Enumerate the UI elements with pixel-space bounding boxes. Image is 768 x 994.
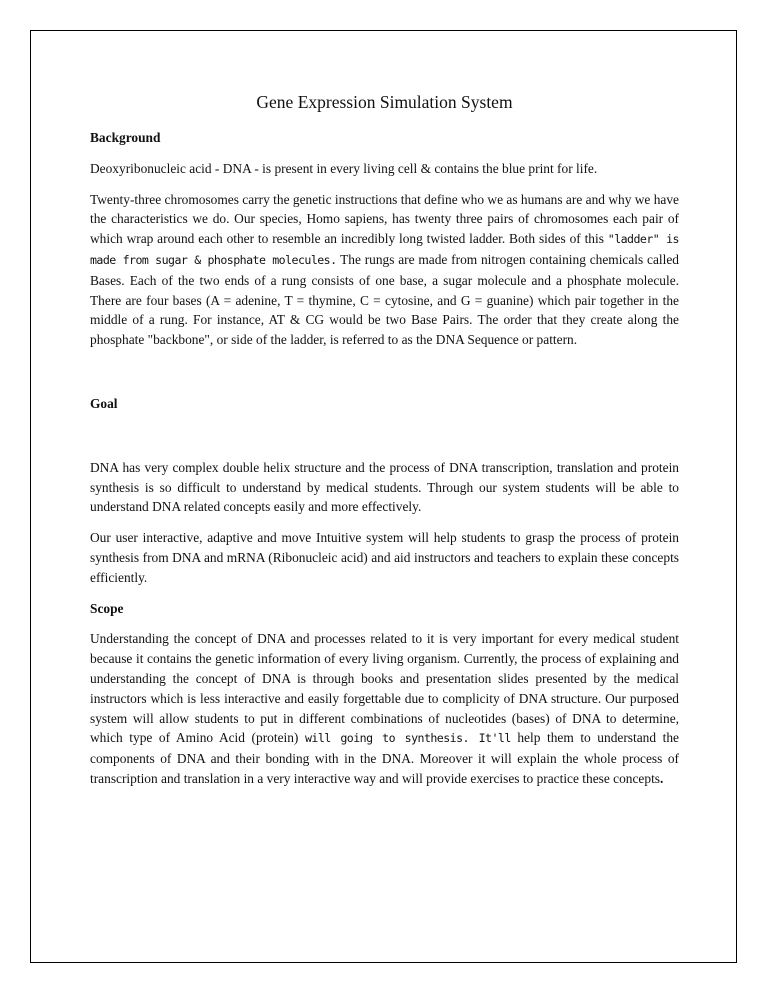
scope-paragraph-1 [90, 629, 679, 788]
goal-paragraph-1: DNA has very complex double helix structure and the process of DNA transcription, translation and protein synthesis is so difficult to understand by medical students. Through our system students will be able to understand DNA related concepts easily and more effectively. [90, 459, 679, 515]
scope-heading: Scope [90, 600, 124, 616]
background-paragraph-1: Deoxyribonucleic acid - DNA - is present in every living cell & contains the blue print for life. [90, 160, 598, 176]
background-paragraph-2-alt-font: "ladder" is made from sugar & phosphate molecules. [90, 232, 679, 267]
scope-paragraph-1-final-period: . [660, 770, 664, 786]
goal-heading: Goal [90, 395, 118, 411]
goal-paragraph-2: Our user interactive, adaptive and move Intuitive system will help students to grasp the process of protein synthesis from DNA and mRNA (Ribonucleic acid) and aid instructors and teachers to explain these concepts efficiently. [90, 530, 679, 585]
scope-paragraph-1-alt-font: will going to synthesis. It'll [304, 731, 511, 746]
scope-paragraph-1-part-a: Understanding the concept of DNA and processes related to it is very important for every medical student because it contains the genetic information of every living organism. Currently, the process of explaining and understanding the concept of DNA is through books and presentation slides presented by the medical instructors which is less interactive and easily forgettable due to complicity of DNA structure. Our purposed system will allow students to put in different combinations of nucleotides (bases) of DNA to determine, which type of Amino Acid (protein) [90, 631, 679, 746]
background-paragraph-2 [90, 190, 679, 350]
background-paragraph-2-part-a: Twenty-three chromosomes carry the genetic instructions that define who we as humans are and why we have the characteristics we do. Our species, Homo sapiens, has twenty three pairs of chromosomes each pair of which wrap around each other to resemble an incredibly long twisted ladder. Both sides of this [90, 191, 679, 247]
document-content [90, 90, 679, 789]
background-heading: Background [90, 130, 161, 145]
background-paragraph-2-part-b: The rungs are made from nitrogen containing chemicals called Bases. Each of the two ends of a rung consists of one base, a sugar molecule and a phosphate molecule. There are four bases (A = adenine, T = thymine, C = cytosine, and G = guanine) which pair together in the middle of a rung. For instance, AT & CG would be two Base Pairs. The order that they create along the phosphate "backbone", or side of the ladder, is referred to as the DNA Sequence or pattern. [90, 251, 679, 348]
document-title: Gene Expression Simulation System [256, 92, 513, 112]
scope-paragraph-1-part-b: help them to understand the components of DNA and their bonding with in the DNA. Moreover it will explain the whole process of transcription and translation in a very interactive way and will provide exercises to practice these concepts [90, 730, 679, 786]
